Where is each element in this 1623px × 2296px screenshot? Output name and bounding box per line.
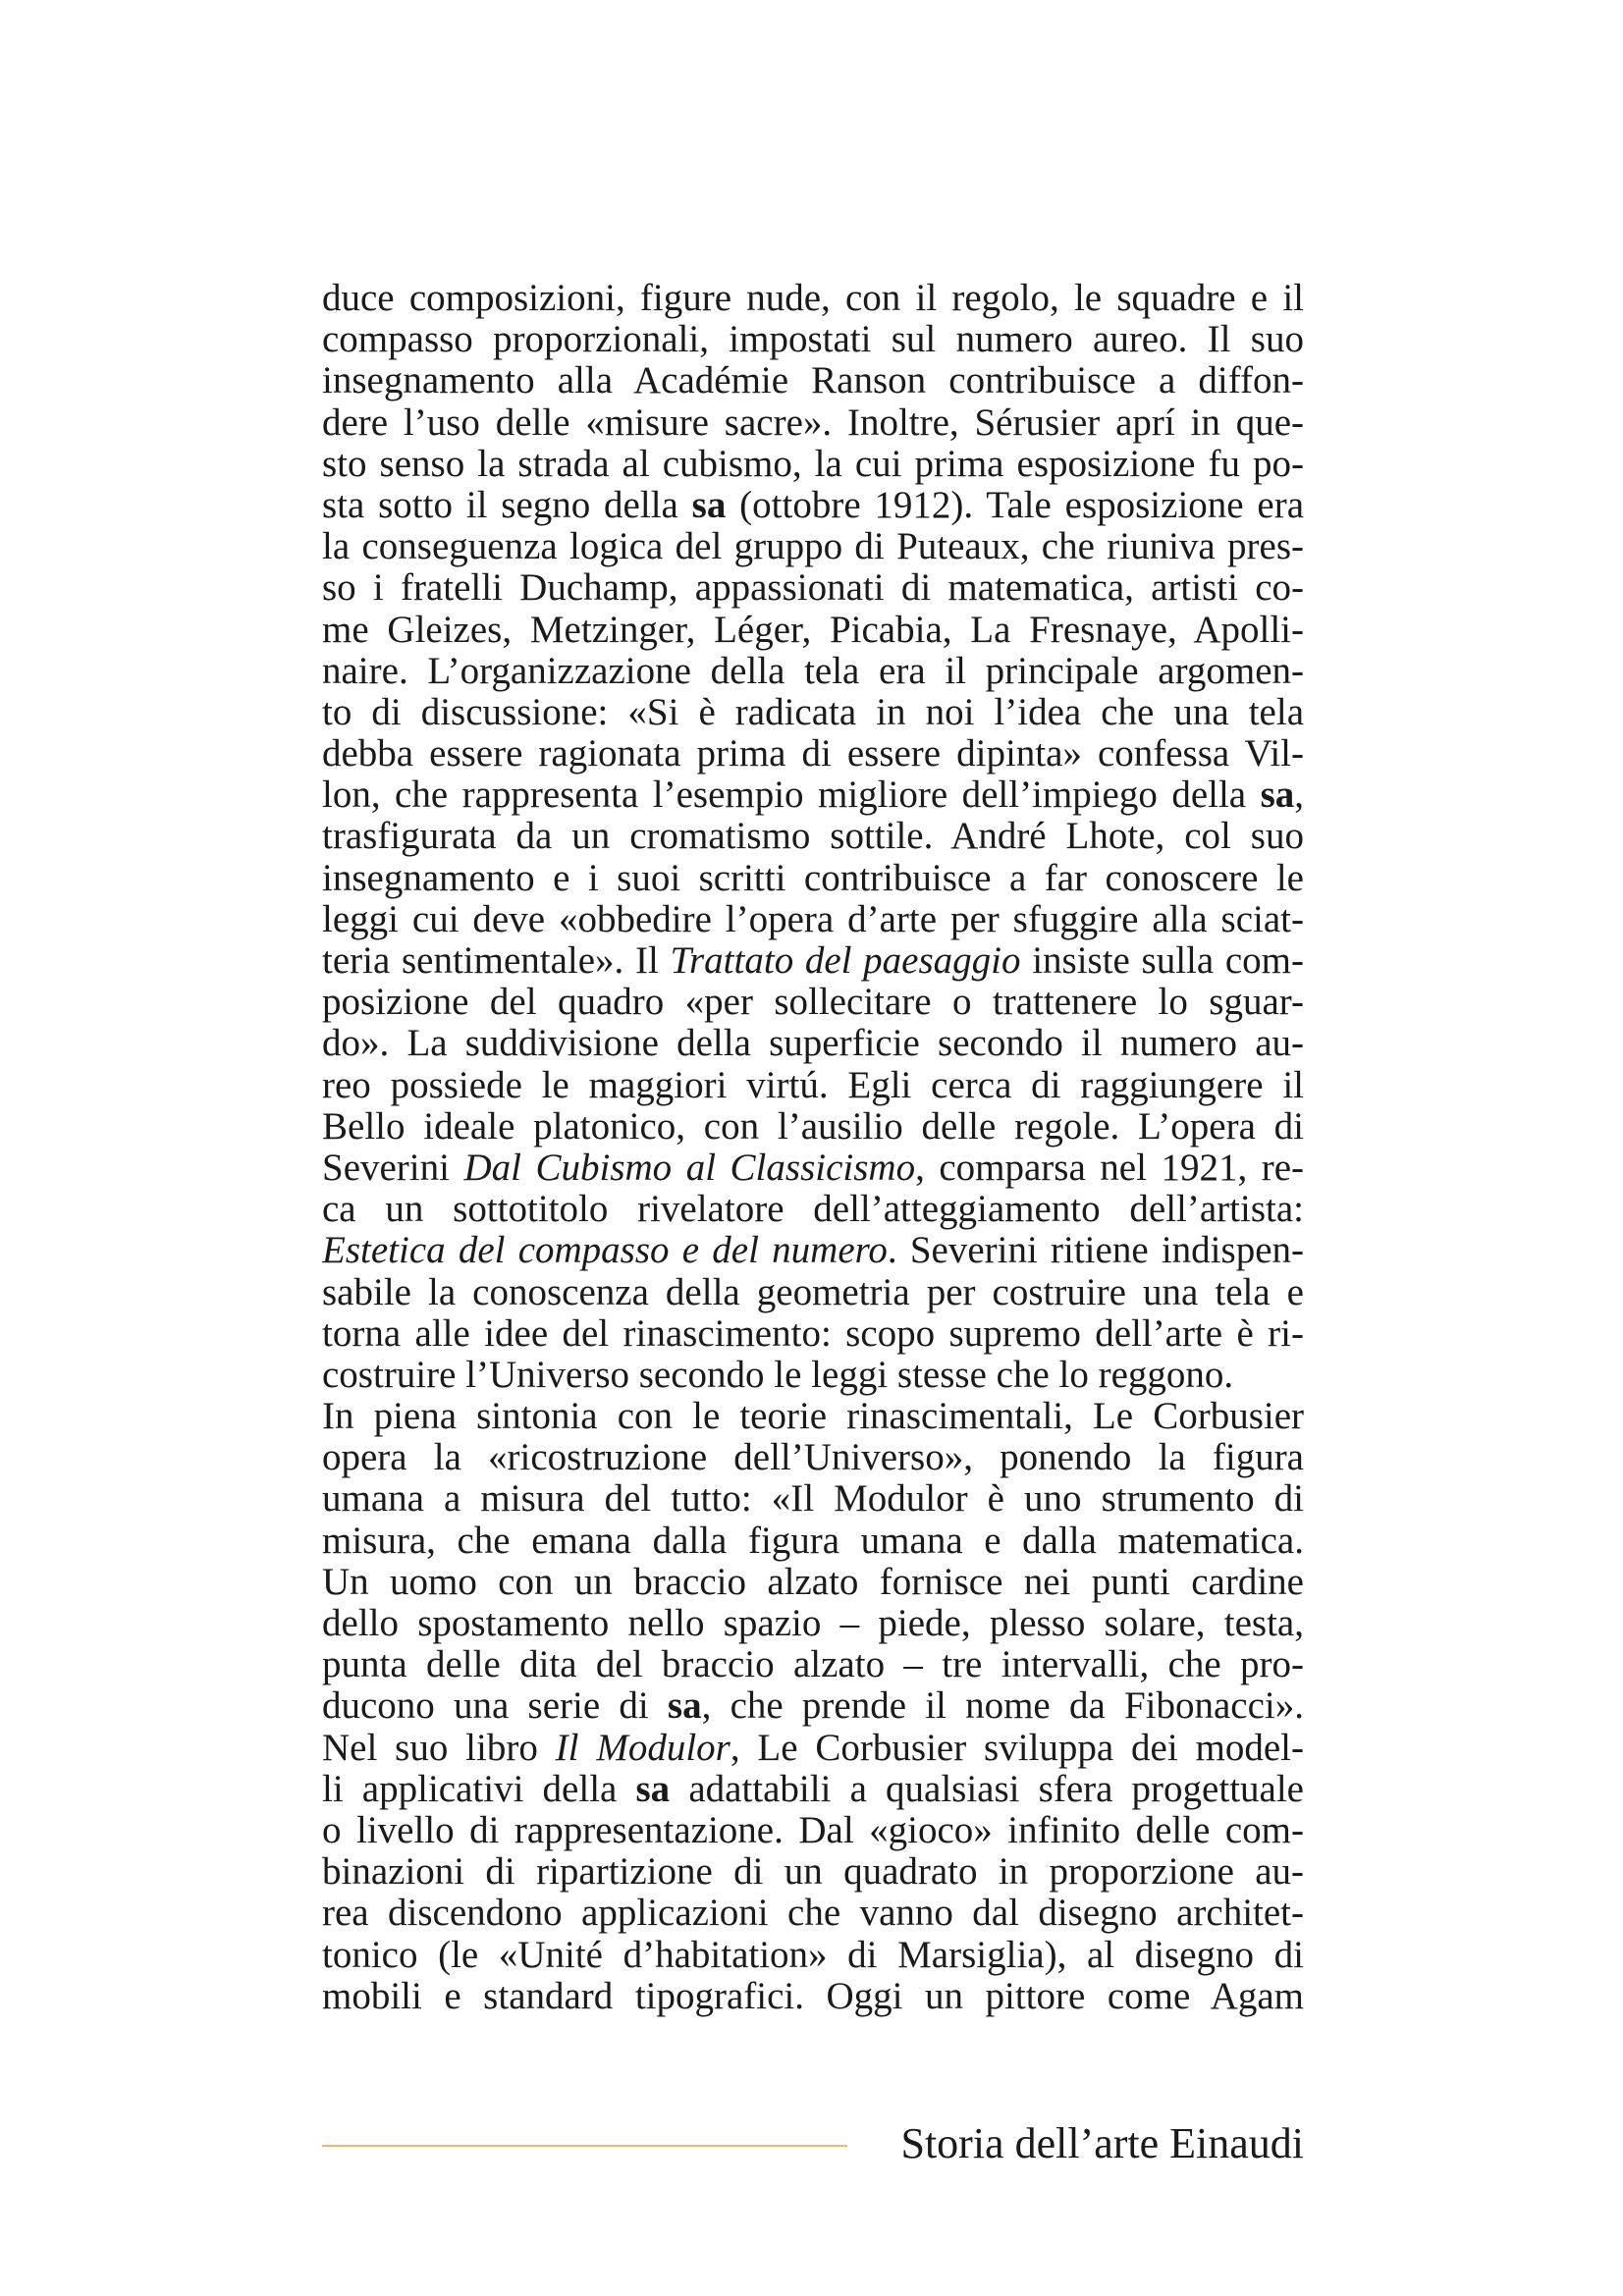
text-line — [322, 940, 1304, 982]
text-line — [322, 278, 1304, 319]
text-segment: Nel suo libro — [322, 1727, 556, 1769]
text-segment: umana a misura del tutto: «Il Modulor è uno strumento di — [322, 1478, 1304, 1521]
text-segment: punta delle dita del braccio alzato – tre intervalli, che pro- — [322, 1644, 1304, 1686]
text-line — [322, 1685, 1304, 1727]
italic-title: Il Modulor — [555, 1727, 730, 1769]
text-segment: posizione del quadro «per sollecitare o trattenere lo sguar- — [322, 982, 1304, 1024]
text-segment: (ottobre 1912). Tale esposizione era — [726, 484, 1304, 526]
text-segment: naire. L’organizzazione della tela era il principale argomen- — [322, 650, 1304, 692]
text-segment: In piena sintonia con le teorie rinascimentali, Le Corbusier — [322, 1396, 1304, 1438]
text-line — [322, 1437, 1304, 1478]
text-line — [322, 1851, 1304, 1893]
text-segment: li applicativi della — [322, 1768, 636, 1810]
text-segment: Severini — [322, 1147, 464, 1189]
text-line — [322, 610, 1304, 651]
text-line — [322, 319, 1304, 360]
text-line — [322, 1272, 1304, 1313]
text-line — [322, 526, 1304, 567]
text-line — [322, 1769, 1304, 1810]
abbreviation: sa — [667, 1685, 702, 1728]
text-segment: dere l’uso delle «misure sacre». Inoltre, Sérusier aprí in que- — [322, 401, 1304, 444]
text-segment: reo possiede le maggiori virtú. Egli cerca di raggiungere il — [322, 1064, 1304, 1106]
text-line — [322, 1355, 1304, 1396]
text-segment: duce composizioni, figure nude, con il regolo, le squadre e il — [322, 278, 1304, 319]
text-line — [322, 733, 1304, 774]
text-line — [322, 1810, 1304, 1851]
text-segment: to di discussione: «Si è radicata in noi l’idea che una tela — [322, 691, 1304, 733]
text-segment: ca un sottotitolo rivelatore dell’atteggiamento dell’artista: — [322, 1189, 1304, 1231]
text-segment: , Le Corbusier sviluppa dei model- — [730, 1727, 1304, 1769]
text-segment: costruire l’Universo secondo le leggi stesse che lo reggono. — [322, 1353, 1234, 1396]
footer-title: Storia dell’arte Einaudi — [900, 2119, 1304, 2167]
text-segment: adattabili a qualsiasi sfera progettuale — [670, 1768, 1304, 1810]
text-line — [322, 899, 1304, 940]
text-segment: misura, che emana dalla figura umana e dalla matematica. — [322, 1520, 1304, 1562]
text-line — [322, 402, 1304, 444]
text-segment: binazioni di ripartizione di un quadrato in proporzione au- — [322, 1851, 1304, 1894]
text-line — [322, 651, 1304, 692]
text-line — [322, 1313, 1304, 1355]
text-segment: mobili e standard tipografici. Oggi un pittore come Agam — [322, 1975, 1304, 2017]
text-segment: do». La suddivisione della superficie secondo il numero au- — [322, 1023, 1304, 1065]
text-segment: lon, che rappresenta l’esempio migliore dell’impiego della — [322, 774, 1261, 817]
text-line — [322, 1603, 1304, 1644]
text-segment: ducono una serie di — [322, 1685, 668, 1728]
text-segment: torna alle idee del rinascimento: scopo supremo dell’arte è ri- — [322, 1312, 1304, 1355]
text-segment: , — [1294, 774, 1304, 817]
page-footer — [322, 2115, 1304, 2174]
text-line — [322, 816, 1304, 857]
text-segment: , che prende il nome da Fibonacci». — [701, 1685, 1304, 1728]
text-line — [322, 1148, 1304, 1189]
text-line — [322, 982, 1304, 1023]
text-line — [322, 567, 1304, 609]
text-segment: dello spostamento nello spazio – piede, plesso solare, testa, — [322, 1603, 1304, 1644]
text-line — [322, 1189, 1304, 1230]
text-segment: so i fratelli Duchamp, appassionati di matematica, artisti co- — [322, 567, 1304, 610]
text-segment: Bello ideale platonico, con l’ausilio delle regole. L’opera di — [322, 1105, 1304, 1148]
text-segment: insegnamento alla Académie Ranson contribuisce a diffon- — [322, 360, 1304, 402]
text-segment: sto senso la strada al cubismo, la cui prima esposizione fu po- — [322, 443, 1304, 485]
text-segment: opera la «ricostruzione dell’Universo», ponendo la figura — [322, 1437, 1304, 1479]
text-line — [322, 1106, 1304, 1148]
text-line — [322, 1935, 1304, 1976]
text-segment: compasso proporzionali, impostati sul numero aureo. Il suo — [322, 319, 1304, 361]
italic-title: Trattato del paesaggio — [670, 940, 1021, 982]
text-line — [322, 1976, 1304, 2017]
text-segment: trasfigurata da un cromatismo sottile. André Lhote, col suo — [322, 816, 1304, 858]
abbreviation: sa — [635, 1768, 671, 1810]
text-segment: rea discendono applicazioni che vanno dal disegno architet- — [322, 1893, 1304, 1935]
text-segment: insegnamento e i suoi scritti contribuisce a far conoscere le — [322, 857, 1304, 899]
text-segment: tonico (le «Unité d’habitation» di Marsiglia), al disegno di — [322, 1934, 1304, 1976]
text-line — [322, 858, 1304, 899]
text-segment: insiste sulla com- — [1020, 940, 1304, 982]
text-segment: sabile la conoscenza della geometria per costruire una tela e — [322, 1271, 1304, 1313]
abbreviation: sa — [691, 484, 727, 526]
text-line — [322, 774, 1304, 816]
text-line — [322, 1728, 1304, 1769]
italic-title: Estetica del compasso e del numero — [322, 1230, 888, 1272]
text-segment: leggi cui deve «obbedire l’opera d’arte per sfuggire alla sciat- — [322, 898, 1304, 940]
footer-rule — [322, 2145, 847, 2147]
text-segment: . Severini ritiene indispen- — [887, 1230, 1304, 1272]
text-line — [322, 1230, 1304, 1271]
text-line — [322, 360, 1304, 401]
text-line — [322, 1562, 1304, 1603]
text-line — [322, 1396, 1304, 1437]
text-line — [322, 692, 1304, 733]
text-line — [322, 1478, 1304, 1520]
text-segment: la conseguenza logica del gruppo di Puteaux, che riuniva pres- — [322, 526, 1304, 568]
text-segment: o livello di rappresentazione. Dal «gioco» infinito delle com- — [322, 1809, 1304, 1851]
text-line — [322, 1065, 1304, 1106]
body-text — [322, 278, 1304, 2017]
text-line — [322, 485, 1304, 526]
text-line — [322, 1644, 1304, 1685]
text-segment: , comparsa nel 1921, re- — [915, 1147, 1304, 1189]
text-segment: debba essere ragionata prima di essere dipinta» confessa Vil- — [322, 733, 1304, 775]
text-segment: Un uomo con un braccio alzato fornisce nei punti cardine — [322, 1561, 1304, 1603]
text-line — [322, 1893, 1304, 1934]
italic-title: Dal Cubismo al Classicismo — [463, 1147, 916, 1189]
text-line — [322, 444, 1304, 485]
text-line — [322, 1023, 1304, 1064]
text-segment: me Gleizes, Metzinger, Léger, Picabia, La Fresnaye, Apolli- — [322, 609, 1304, 651]
text-segment: sta sotto il segno della — [322, 484, 692, 526]
text-line — [322, 1521, 1304, 1562]
text-segment: teria sentimentale». Il — [322, 940, 671, 982]
abbreviation: sa — [1260, 774, 1295, 817]
